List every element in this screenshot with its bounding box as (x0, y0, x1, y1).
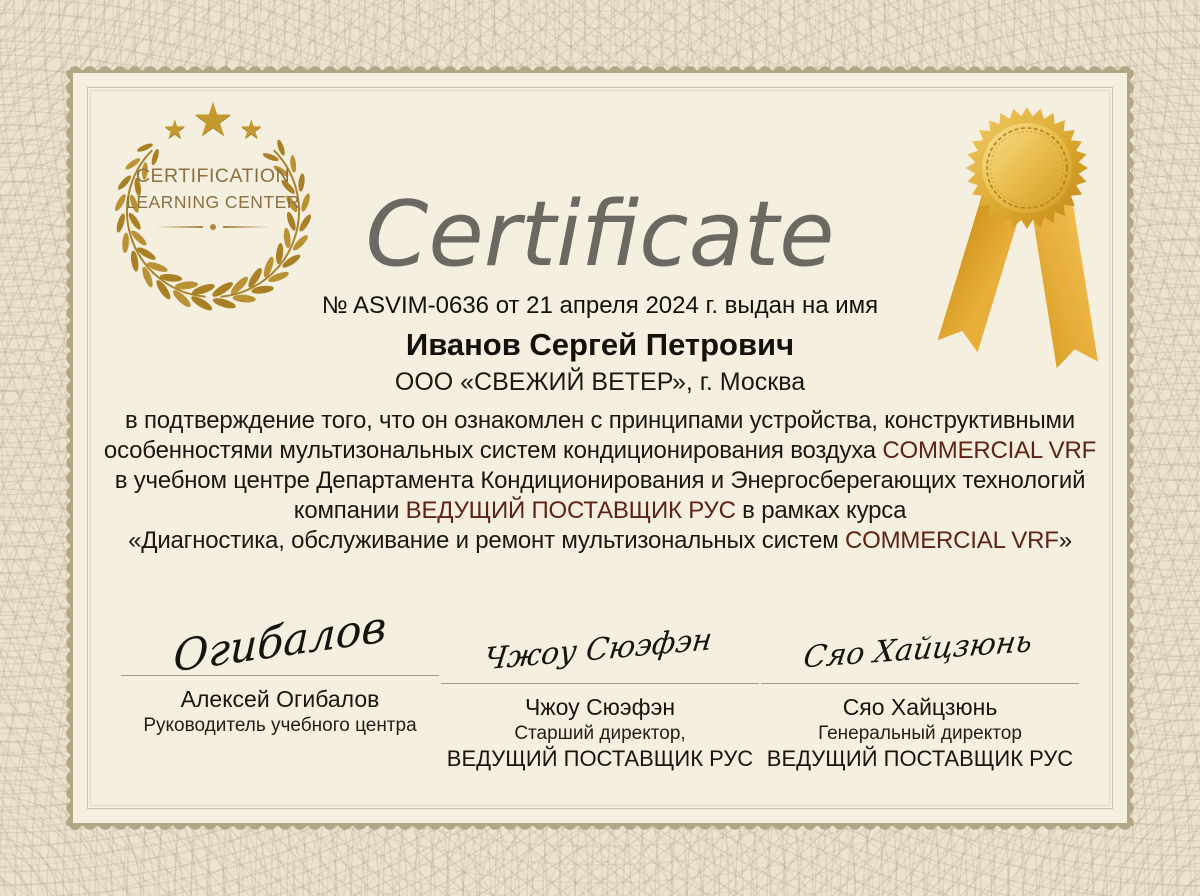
body-line (73, 406, 1127, 436)
signer-company: ВЕДУЩИЙ ПОСТАВЩИК РУС (446, 746, 754, 771)
logo-line2: LEARNING CENTER (126, 192, 300, 212)
certificate-body (73, 406, 1127, 556)
course-accent-text: COMMERCIAL VRF (845, 527, 1059, 554)
star-icon: ★ (239, 114, 263, 144)
signature-line (761, 683, 1079, 684)
certificate-panel (70, 70, 1130, 826)
handwritten-signature: Чжоу Сюэфэн (481, 622, 714, 678)
certificate-number-line: № ASVIM-0636 от 21 апреля 2024 г. выдан на имя (321, 292, 879, 319)
scallop-border-top (70, 61, 1130, 73)
body-line (73, 496, 1127, 526)
logo-line1: CERTIFICATION (135, 165, 291, 187)
certificate-title: Certificate (365, 182, 835, 287)
body-text: » (1058, 527, 1072, 554)
signer-name: Алексей Огибалов (180, 686, 380, 712)
signature-block-left (121, 589, 439, 772)
body-text: в учебном центре Департамента Кондиционирования и Энергосберегающих технологий (114, 467, 1086, 494)
signer-role: Генеральный директор (818, 723, 1022, 744)
body-text: компании (293, 497, 406, 524)
body-line (73, 466, 1127, 496)
signer-company: ВЕДУЩИЙ ПОСТАВЩИК РУС (766, 746, 1074, 771)
signer-role: Старший директор, (514, 723, 686, 744)
body-text: в подтверждение того, что он ознакомлен с принципами устройства, конструктивными (124, 407, 1076, 434)
course-accent-text: ВЕДУЩИЙ ПОСТАВЩИК РУС (405, 497, 736, 524)
recipient-company: ООО «СВЕЖИЙ ВЕТЕР», г. Москва (394, 368, 806, 396)
body-text: «Диагностика, обслуживание и ремонт мультизональных систем (128, 527, 846, 554)
course-accent-text: COMMERCIAL VRF (882, 437, 1097, 464)
signatures-row (121, 589, 1079, 772)
body-text: особенностями мультизональных систем кондиционирования воздуха (103, 437, 883, 464)
signature-block-right (761, 589, 1079, 772)
signer-name: Чжоу Сюэфэн (524, 694, 676, 720)
scallop-border-left (61, 70, 73, 826)
scallop-border-right (1127, 70, 1139, 826)
scallop-border-bottom (70, 823, 1130, 835)
recipient-name: Иванов Сергей Петрович (405, 327, 795, 362)
body-line (73, 526, 1127, 556)
handwritten-signature: Огибалов (172, 601, 387, 683)
signer-role: Руководитель учебного центра (143, 715, 417, 736)
star-icon: ★ (163, 114, 187, 144)
signature-block-middle (441, 589, 759, 772)
body-text: в рамках курса (735, 497, 907, 524)
signature-line (121, 675, 439, 676)
ribbon-rosette (965, 106, 1089, 230)
star-icon: ★ (192, 93, 234, 145)
handwritten-signature: Сяо Хайцзюнь (800, 624, 1035, 676)
signer-name: Сяо Хайцзюнь (842, 694, 998, 720)
body-line (73, 436, 1127, 466)
